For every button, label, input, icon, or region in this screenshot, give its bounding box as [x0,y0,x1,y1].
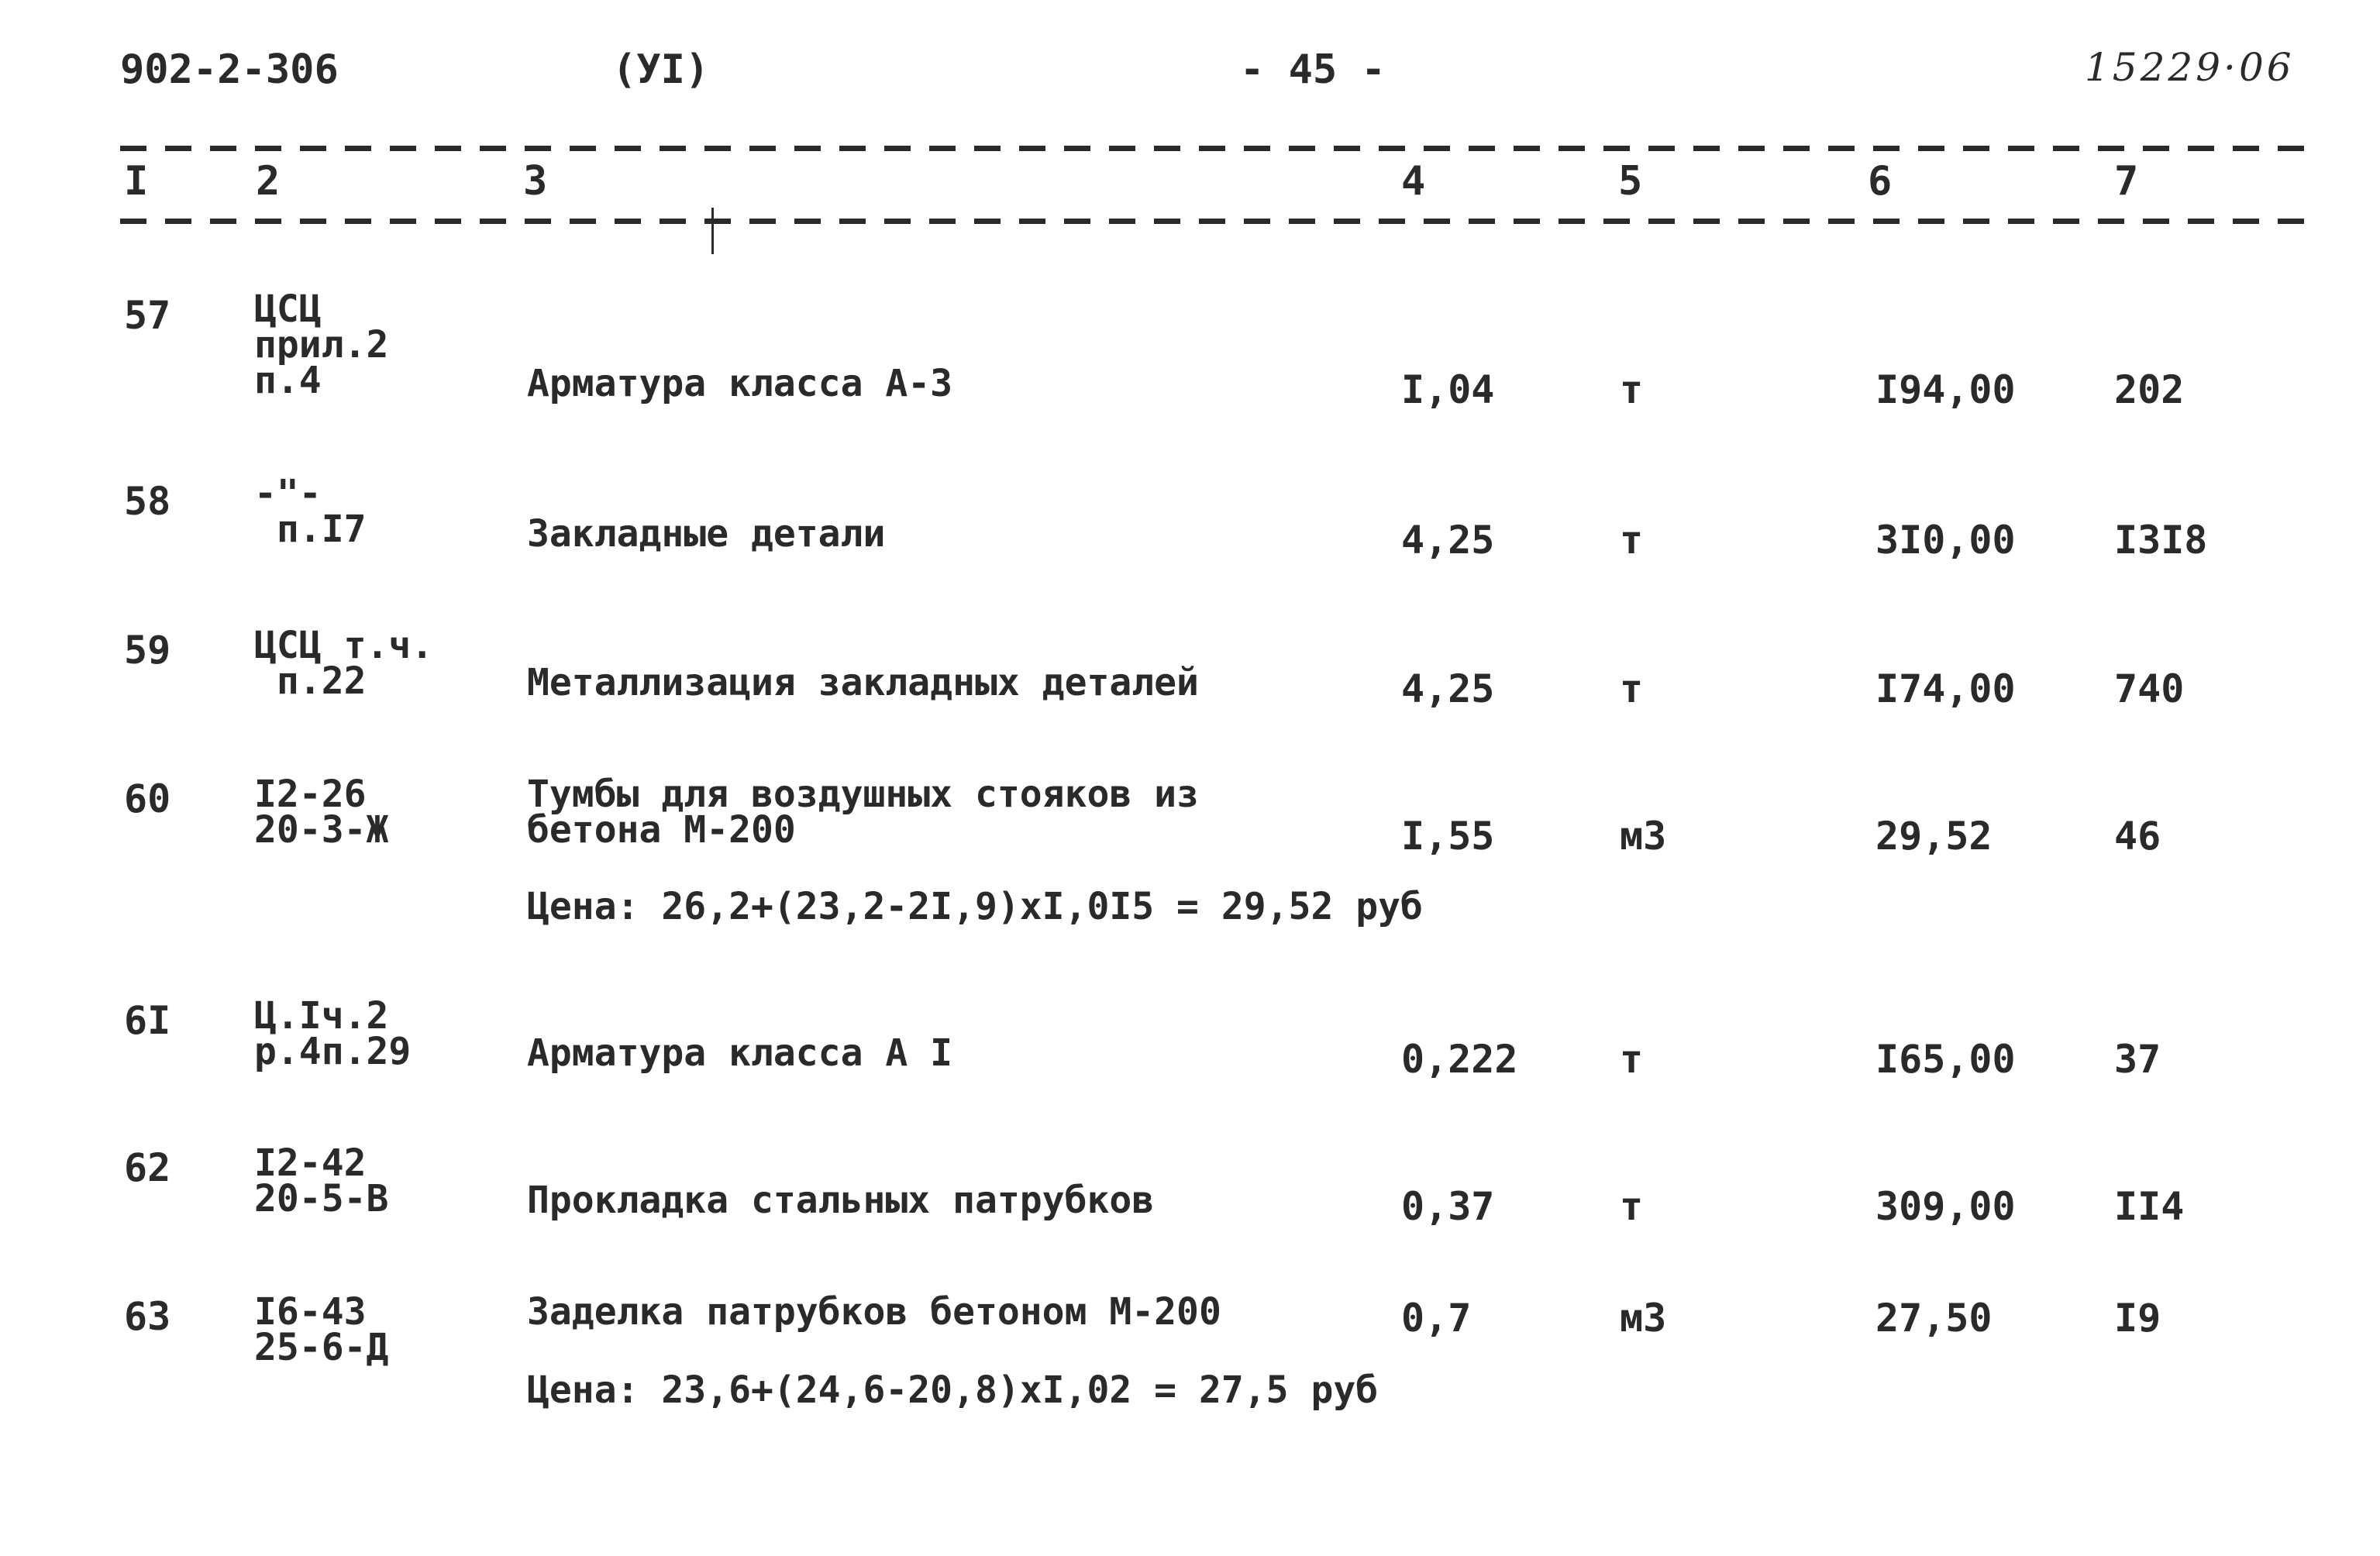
unit: т [1620,666,1644,711]
total-cost: 202 [2114,367,2185,412]
unit: т [1620,518,1644,563]
unit-price: I74,00 [1875,666,2016,711]
quantity: I,55 [1401,814,1495,859]
quantity: 4,25 [1401,666,1495,711]
unit: т [1620,367,1644,412]
unit: т [1620,1037,1644,1082]
work-description: Прокладка стальных патрубков [527,1179,1155,1222]
price-reference: ЦСЦ т.ч. п.22 [254,624,434,703]
quantity: 0,7 [1401,1296,1472,1341]
section-label: (УI) [612,46,710,93]
row-number: 60 [124,776,171,821]
page-number: - 45 - [1240,46,1386,93]
column-header-7: 7 [2114,158,2139,205]
quantity: I,04 [1401,367,1495,412]
column-tick-mark [711,208,714,254]
quantity: 0,37 [1401,1184,1495,1229]
total-cost: I9 [2114,1296,2161,1341]
column-header-2: 2 [256,158,281,205]
total-cost: 740 [2114,666,2185,711]
work-description: Закладные детали [527,512,886,556]
table-top-rule [120,146,2306,151]
total-cost: II4 [2114,1184,2185,1229]
row-number: 58 [124,479,171,524]
unit-price: 29,52 [1875,814,1993,859]
table-header-rule [120,219,2306,224]
row-number: 62 [124,1145,171,1190]
row-number: 57 [124,293,171,338]
quantity: 0,222 [1401,1037,1518,1082]
price-reference: I6-43 25-6-Д [254,1290,389,1369]
price-calculation-note: Цена: 26,2+(23,2-2I,9)xI,0I5 = 29,52 руб [527,885,1423,928]
column-header-4: 4 [1401,158,1426,205]
unit-price: 3I0,00 [1875,518,2016,563]
unit-price: I94,00 [1875,367,2016,412]
work-description: Арматура класса А-3 [527,362,953,405]
price-reference: Ц.Iч.2 р.4п.29 [254,994,412,1073]
price-reference: I2-26 20-3-Ж [254,773,389,852]
row-number: 63 [124,1294,171,1339]
total-cost: I3I8 [2114,518,2208,563]
price-reference: ЦСЦ прил.2 п.4 [254,287,389,402]
unit-price: 27,50 [1875,1296,1993,1341]
unit-price: I65,00 [1875,1037,2016,1082]
total-cost: 46 [2114,814,2161,859]
column-header-1: I [124,158,149,205]
unit-price: 309,00 [1875,1184,2016,1229]
column-header-3: 3 [523,158,548,205]
work-description: Тумбы для воздушных стояков из бетона М-200 [527,773,1199,852]
price-reference: I2-42 20-5-В [254,1141,389,1220]
unit: м3 [1620,814,1667,859]
document-code: 902-2-306 [120,46,339,93]
work-description: Металлизация закладных деталей [527,661,1199,704]
price-calculation-note: Цена: 23,6+(24,6-20,8)xI,02 = 27,5 руб [527,1368,1379,1412]
column-header-6: 6 [1868,158,1893,205]
archive-stamp: 15229·06 [2085,45,2295,90]
row-number: 6I [124,998,171,1043]
total-cost: 37 [2114,1037,2161,1082]
unit: м3 [1620,1296,1667,1341]
work-description: Заделка патрубков бетоном М-200 [527,1290,1221,1334]
work-description: Арматура класса А I [527,1031,953,1075]
row-number: 59 [124,628,171,673]
column-header-5: 5 [1618,158,1643,205]
unit: т [1620,1184,1644,1229]
quantity: 4,25 [1401,518,1495,563]
price-reference: -"- п.I7 [254,472,367,551]
